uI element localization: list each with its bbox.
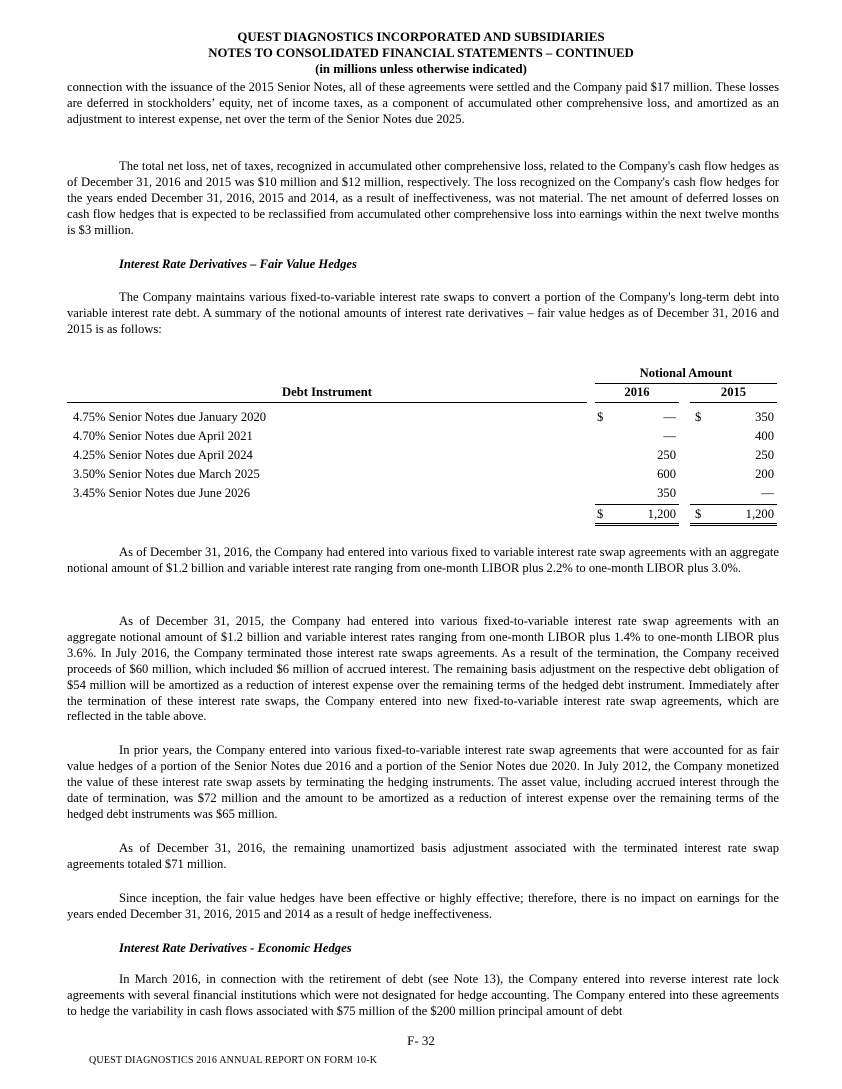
paragraph-unamortized-basis: As of December 31, 2016, the remaining unamortized basis adjustment associated with the terminated interest rate swap agreements totaled $71 million. (67, 841, 779, 871)
page-number: F- 32 (407, 1033, 435, 1048)
total-value-2016: 1,200 (647, 507, 676, 521)
notional-amount-header: Notional Amount (639, 366, 733, 380)
total-double-rule-2015-bottom (690, 525, 777, 526)
paragraph-reverse-rate-lock: In March 2016, in connection with the retirement of debt (see Note 13), the Company entered into reverse interest rate lock agreements with several financial institutions which were not designated for hedge accounting. The Company entered into these agreements to hedge the variability in cash flows associated with $75 million of the $200 million principal amount of debt (67, 972, 779, 1018)
section-heading-fair-value-hedges: Interest Rate Derivatives – Fair Value Hedges (119, 257, 357, 271)
table-row-currency: $ (597, 410, 604, 424)
paragraph-2015-swaps: As of December 31, 2015, the Company had entered into various fixed-to-variable interest rate swap agreements with an aggregate notional amount of $1.2 billion and variable interest rates ranging from one-month LIBOR plus 1.4% to one-month LIBOR plus 3.6%. In July 2016, the Company terminated those interest rate swaps agreements. As a result of the termination, the Company received proceeds of $60 million, which included $6 million of accrued interest. The remaining basis adjustment on the respective debt obligation of $54 million will be amortized as a reduction of interest expense over the remaining terms of the hedged debt instrument. Immediately after the termination of these interest rate swaps, the Company entered into new fixed-to-variable interest rate swap agreements, which are reflected in the table above. (67, 614, 779, 724)
paragraph-swap-summary: The Company maintains various fixed-to-variable interest rate swaps to convert a portion of the Company's long-term debt into variable interest rate debt. A summary of the notional amounts of interest rate derivatives – fair value hedges as of December 31, 2016 and 2015 is as follows: (67, 290, 779, 336)
year-2016-header: 2016 (624, 385, 650, 399)
table-row-value-2015: 350 (755, 410, 774, 424)
paragraph-settlement: connection with the issuance of the 2015 Senior Notes, all of these agreements were settled and the Company paid $17 million. These losses are deferred in stockholders’ equity, net of income taxes, as a component of accumulated other comprehensive loss, and amortized as an adjustment to interest expense, net over the term of the Senior Notes due 2025. (67, 80, 779, 126)
units-note: (in millions unless otherwise indicated) (315, 62, 527, 76)
header-rule (595, 383, 777, 384)
total-double-rule-2016-bottom (595, 525, 679, 526)
table-row-value-2016: — (663, 429, 676, 443)
table-row-currency: $ (695, 410, 702, 424)
total-double-rule-2015-top (690, 523, 777, 524)
subtotal-rule-2015 (690, 504, 777, 505)
report-footer: QUEST DIAGNOSTICS 2016 ANNUAL REPORT ON FORM 10-K (89, 1055, 378, 1066)
year-2015-header: 2015 (720, 385, 747, 399)
year-2016-underline (595, 402, 679, 403)
paragraph-2016-swaps: As of December 31, 2016, the Company had entered into various fixed to variable interest rate swap agreements with an aggregate notional amount of $1.2 billion and variable interest rate ranging from one-month LIBOR plus 2.2% to one-month LIBOR plus 3.0%. (67, 545, 779, 575)
subtotal-rule-2016 (595, 504, 679, 505)
table-row-value-2016: 600 (657, 467, 676, 481)
section-heading-economic-hedges: Interest Rate Derivatives - Economic Hedges (119, 941, 352, 955)
table-row-value-2015: 400 (755, 429, 774, 443)
paragraph-cash-flow-hedges: The total net loss, net of taxes, recognized in accumulated other comprehensive loss, related to the Company's cash flow hedges as of December 31, 2016 and 2015 was $10 million and $12 million, respectively. The loss recognized on the Company's cash flow hedges for the years ended December 31, 2016, 2015 and 2014, as a result of ineffectiveness, was not material. The net amount of deferred losses on cash flow hedges that is expected to be reclassified from accumulated other comprehensive loss into earnings within the next twelve months is $3 million. (67, 159, 779, 237)
table-row-instrument: 4.25% Senior Notes due April 2024 (73, 448, 253, 462)
notes-header: NOTES TO CONSOLIDATED FINANCIAL STATEMENTS – CONTINUED (208, 46, 634, 60)
table-row-value-2015: — (761, 486, 774, 500)
paragraph-hedge-effectiveness: Since inception, the fair value hedges have been effective or highly effective; therefore, there is no impact on earnings for the years ended December 31, 2016, 2015 and 2014 as a result of hedge ineffectiveness. (67, 891, 779, 921)
table-row-value-2016: — (663, 410, 676, 424)
paragraph-prior-years: In prior years, the Company entered into various fixed-to-variable interest rate swap agreements that were accounted for as fair value hedges of a portion of the Senior Notes due 2016 and a portion of the Senior Notes due 2020. In July 2012, the Company monetized the value of these interest rate swap assets by terminating the hedging instruments. The asset value, including accrued interest through the date of termination, was $72 million and the amount to be amortized as a reduction of interest expense over the remaining terms of the hedged debt instruments was $65 million. (67, 743, 779, 821)
table-row-instrument: 4.75% Senior Notes due January 2020 (73, 410, 267, 424)
debt-instrument-header: Debt Instrument (282, 385, 372, 399)
total-double-rule-2016-top (595, 523, 679, 524)
total-value-2015: 1,200 (745, 507, 774, 521)
table-row-value-2015: 250 (755, 448, 774, 462)
company-header: QUEST DIAGNOSTICS INCORPORATED AND SUBSIDIARIES (237, 30, 605, 44)
table-row-instrument: 3.50% Senior Notes due March 2025 (73, 467, 260, 481)
table-row-value-2016: 350 (657, 486, 676, 500)
year-2015-underline (690, 402, 777, 403)
instrument-header-underline (67, 402, 587, 403)
total-currency-2015: $ (695, 507, 702, 521)
table-row-value-2015: 200 (755, 467, 774, 481)
table-row-value-2016: 250 (657, 448, 676, 462)
table-row-instrument: 4.70% Senior Notes due April 2021 (73, 429, 253, 443)
total-currency-2016: $ (597, 507, 604, 521)
table-row-instrument: 3.45% Senior Notes due June 2026 (73, 486, 250, 500)
